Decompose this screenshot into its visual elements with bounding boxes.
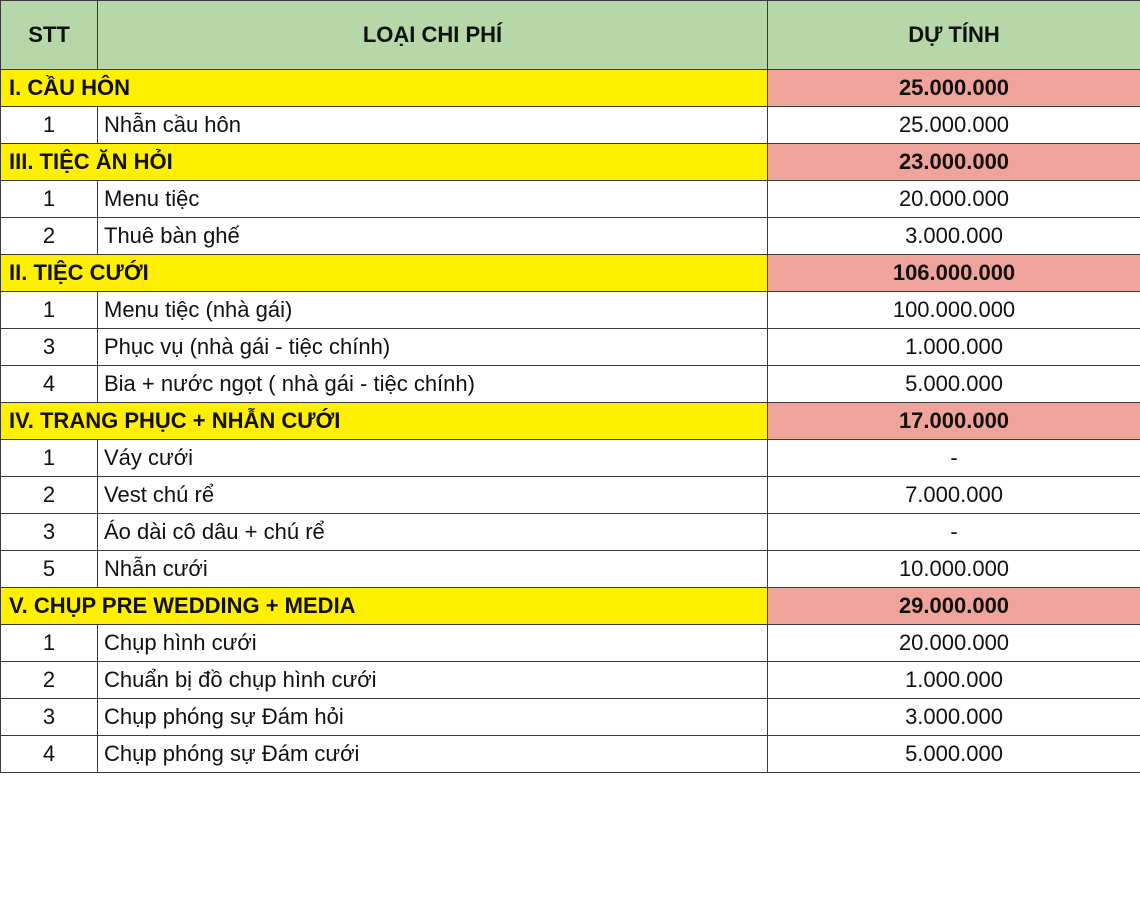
section-row: [1, 255, 1140, 292]
header-stt: STT: [1, 1, 98, 70]
item-stt: 1: [1, 292, 98, 329]
table-row: [1, 181, 1140, 218]
section-title: V. CHỤP PRE WEDDING + MEDIA: [1, 588, 768, 625]
item-stt: 1: [1, 440, 98, 477]
item-name: Chuẩn bị đồ chụp hình cưới: [98, 662, 768, 699]
item-stt: 3: [1, 699, 98, 736]
table-row: [1, 218, 1140, 255]
section-row: [1, 588, 1140, 625]
item-stt: 4: [1, 366, 98, 403]
item-name: Váy cưới: [98, 440, 768, 477]
header-category: LOẠI CHI PHÍ: [98, 1, 768, 70]
table-row: [1, 292, 1140, 329]
section-title: II. TIỆC CƯỚI: [1, 255, 768, 292]
table-row: [1, 440, 1140, 477]
table-row: [1, 625, 1140, 662]
item-value: 25.000.000: [768, 107, 1140, 144]
table-row: [1, 736, 1140, 773]
item-value: 20.000.000: [768, 181, 1140, 218]
item-stt: 2: [1, 218, 98, 255]
item-value: 7.000.000: [768, 477, 1140, 514]
item-stt: 2: [1, 662, 98, 699]
item-name: Phục vụ (nhà gái - tiệc chính): [98, 329, 768, 366]
item-name: Nhẫn cầu hôn: [98, 107, 768, 144]
section-title: IV. TRANG PHỤC + NHẪN CƯỚI: [1, 403, 768, 440]
table-row: [1, 551, 1140, 588]
item-value: 3.000.000: [768, 699, 1140, 736]
section-title: I. CẦU HÔN: [1, 70, 768, 107]
item-name: Chụp hình cưới: [98, 625, 768, 662]
item-value: 5.000.000: [768, 366, 1140, 403]
item-value: 3.000.000: [768, 218, 1140, 255]
section-row: [1, 144, 1140, 181]
item-stt: 1: [1, 181, 98, 218]
item-value: 100.000.000: [768, 292, 1140, 329]
table-row: [1, 477, 1140, 514]
item-stt: 3: [1, 514, 98, 551]
section-total: 106.000.000: [768, 255, 1140, 292]
item-value: 1.000.000: [768, 329, 1140, 366]
header-estimate: DỰ TÍNH: [768, 1, 1140, 70]
section-row: [1, 70, 1140, 107]
item-stt: 2: [1, 477, 98, 514]
item-name: Menu tiệc (nhà gái): [98, 292, 768, 329]
table-row: [1, 514, 1140, 551]
table-row: [1, 662, 1140, 699]
item-stt: 4: [1, 736, 98, 773]
section-row: [1, 403, 1140, 440]
section-total: 25.000.000: [768, 70, 1140, 107]
item-name: Thuê bàn ghế: [98, 218, 768, 255]
item-name: Chụp phóng sự Đám cưới: [98, 736, 768, 773]
item-value: 10.000.000: [768, 551, 1140, 588]
item-stt: 5: [1, 551, 98, 588]
table-row: [1, 107, 1140, 144]
item-name: Chụp phóng sự Đám hỏi: [98, 699, 768, 736]
item-stt: 3: [1, 329, 98, 366]
item-stt: 1: [1, 107, 98, 144]
header-row: [1, 1, 1140, 70]
item-value: -: [768, 514, 1140, 551]
table-row: [1, 699, 1140, 736]
item-name: Nhẫn cưới: [98, 551, 768, 588]
section-total: 17.000.000: [768, 403, 1140, 440]
item-name: Menu tiệc: [98, 181, 768, 218]
item-value: 5.000.000: [768, 736, 1140, 773]
section-title: III. TIỆC ĂN HỎI: [1, 144, 768, 181]
section-total: 23.000.000: [768, 144, 1140, 181]
item-name: Bia + nước ngọt ( nhà gái - tiệc chính): [98, 366, 768, 403]
item-value: -: [768, 440, 1140, 477]
item-value: 20.000.000: [768, 625, 1140, 662]
item-name: Áo dài cô dâu + chú rể: [98, 514, 768, 551]
table-row: [1, 329, 1140, 366]
item-name: Vest chú rể: [98, 477, 768, 514]
item-stt: 1: [1, 625, 98, 662]
table-row: [1, 366, 1140, 403]
section-total: 29.000.000: [768, 588, 1140, 625]
item-value: 1.000.000: [768, 662, 1140, 699]
